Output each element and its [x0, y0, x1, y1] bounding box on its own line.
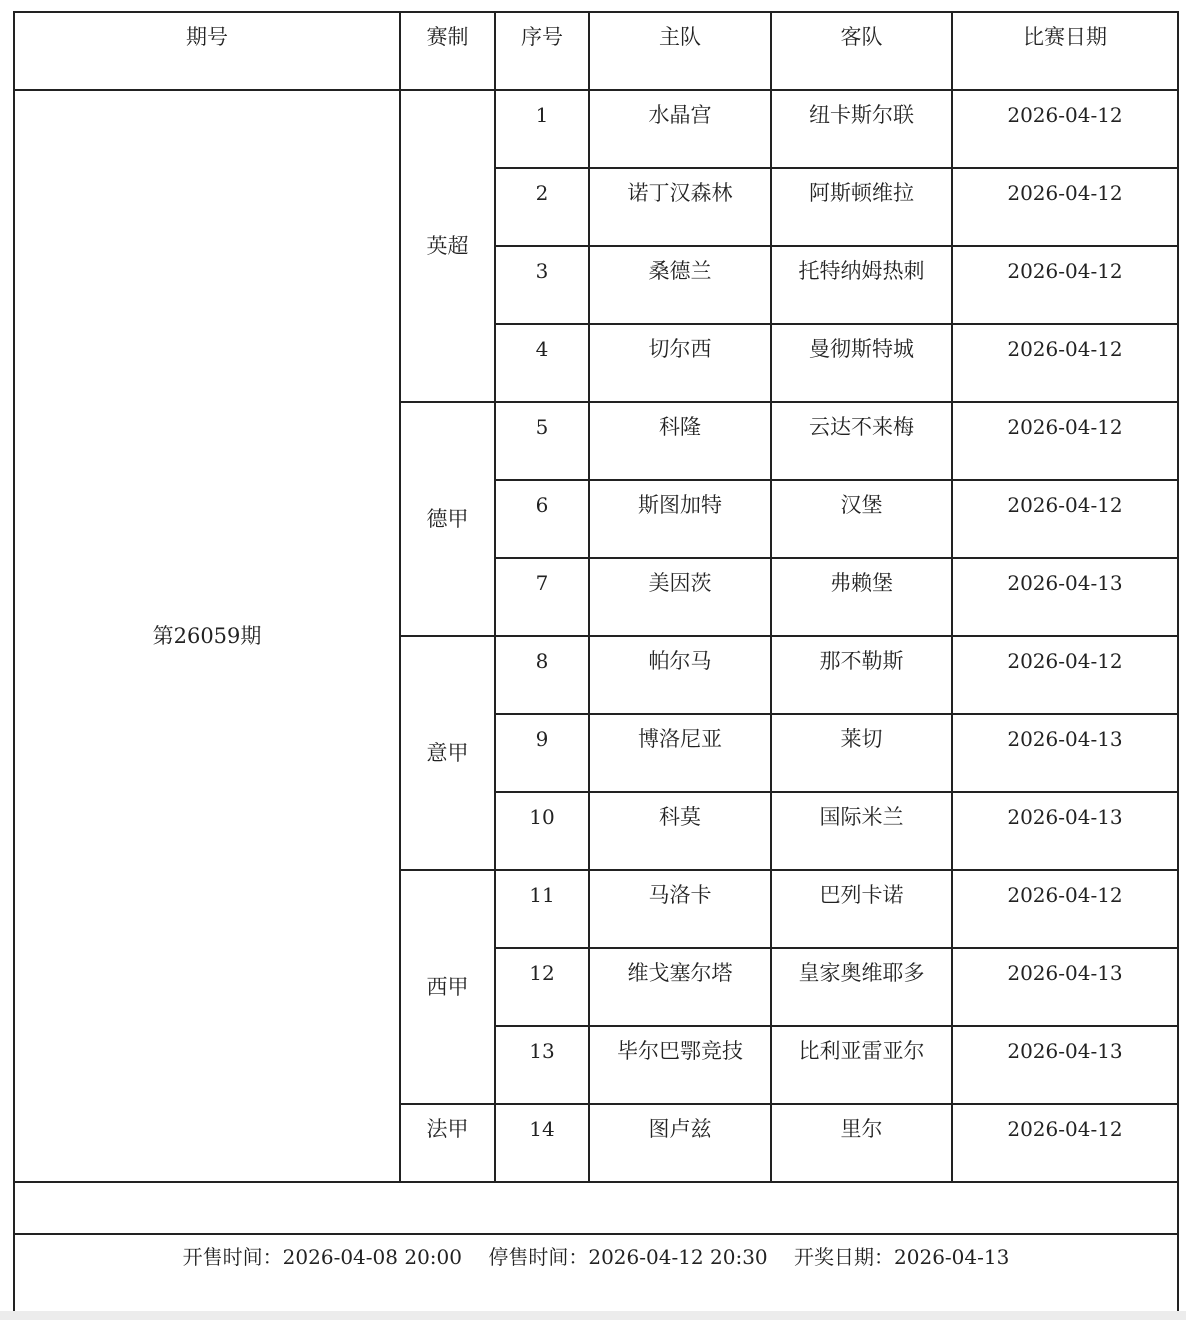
header-date: 比赛日期	[952, 12, 1178, 90]
table-row	[14, 90, 1178, 168]
seq-cell: 1	[495, 90, 589, 168]
match-date-cell: 2026-04-12	[952, 324, 1178, 402]
sale-stop-time: 停售时间：2026-04-12 20:30	[488, 1245, 768, 1269]
away-team-cell: 汉堡	[771, 480, 952, 558]
league-cell: 德甲	[400, 402, 495, 636]
spacer-row	[14, 1182, 1178, 1234]
home-team-cell: 斯图加特	[589, 480, 771, 558]
away-team-cell: 纽卡斯尔联	[771, 90, 952, 168]
footer-row	[14, 1234, 1178, 1312]
seq-cell: 13	[495, 1026, 589, 1104]
seq-cell: 2	[495, 168, 589, 246]
seq-cell: 14	[495, 1104, 589, 1182]
match-date-cell: 2026-04-12	[952, 168, 1178, 246]
seq-cell: 6	[495, 480, 589, 558]
bottom-strip	[0, 1311, 1186, 1320]
period-cell: 第26059期	[14, 90, 400, 1182]
seq-cell: 4	[495, 324, 589, 402]
match-date-cell: 2026-04-12	[952, 90, 1178, 168]
match-date-cell: 2026-04-12	[952, 402, 1178, 480]
league-cell: 英超	[400, 90, 495, 402]
home-team-cell: 毕尔巴鄂竞技	[589, 1026, 771, 1104]
header-league: 赛制	[400, 12, 495, 90]
seq-cell: 8	[495, 636, 589, 714]
header-home: 主队	[589, 12, 771, 90]
home-team-cell: 科隆	[589, 402, 771, 480]
draw-date: 开奖日期：2026-04-13	[794, 1245, 1010, 1269]
match-date-cell: 2026-04-12	[952, 246, 1178, 324]
match-date-cell: 2026-04-13	[952, 948, 1178, 1026]
match-date-cell: 2026-04-13	[952, 1026, 1178, 1104]
seq-cell: 7	[495, 558, 589, 636]
away-team-cell: 巴列卡诺	[771, 870, 952, 948]
away-team-cell: 比利亚雷亚尔	[771, 1026, 952, 1104]
home-team-cell: 维戈塞尔塔	[589, 948, 771, 1026]
home-team-cell: 图卢兹	[589, 1104, 771, 1182]
home-team-cell: 美因茨	[589, 558, 771, 636]
away-team-cell: 那不勒斯	[771, 636, 952, 714]
league-cell: 法甲	[400, 1104, 495, 1182]
away-team-cell: 弗赖堡	[771, 558, 952, 636]
match-schedule-table	[13, 11, 1179, 1313]
home-team-cell: 水晶宫	[589, 90, 771, 168]
home-team-cell: 诺丁汉森林	[589, 168, 771, 246]
header-period: 期号	[14, 12, 400, 90]
seq-cell: 5	[495, 402, 589, 480]
seq-cell: 11	[495, 870, 589, 948]
home-team-cell: 博洛尼亚	[589, 714, 771, 792]
header-seq: 序号	[495, 12, 589, 90]
away-team-cell: 曼彻斯特城	[771, 324, 952, 402]
match-date-cell: 2026-04-12	[952, 1104, 1178, 1182]
seq-cell: 9	[495, 714, 589, 792]
home-team-cell: 马洛卡	[589, 870, 771, 948]
match-date-cell: 2026-04-12	[952, 480, 1178, 558]
away-team-cell: 莱切	[771, 714, 952, 792]
league-cell: 西甲	[400, 870, 495, 1104]
away-team-cell: 国际米兰	[771, 792, 952, 870]
sale-start-time: 开售时间：2026-04-08 20:00	[182, 1245, 462, 1269]
match-date-cell: 2026-04-13	[952, 792, 1178, 870]
seq-cell: 12	[495, 948, 589, 1026]
match-date-cell: 2026-04-13	[952, 558, 1178, 636]
away-team-cell: 里尔	[771, 1104, 952, 1182]
header-row	[14, 12, 1178, 90]
away-team-cell: 云达不来梅	[771, 402, 952, 480]
match-date-cell: 2026-04-13	[952, 714, 1178, 792]
away-team-cell: 皇家奥维耶多	[771, 948, 952, 1026]
home-team-cell: 切尔西	[589, 324, 771, 402]
seq-cell: 3	[495, 246, 589, 324]
header-away: 客队	[771, 12, 952, 90]
sale-info-cell	[14, 1234, 1178, 1312]
away-team-cell: 阿斯顿维拉	[771, 168, 952, 246]
seq-cell: 10	[495, 792, 589, 870]
home-team-cell: 帕尔马	[589, 636, 771, 714]
home-team-cell: 桑德兰	[589, 246, 771, 324]
match-date-cell: 2026-04-12	[952, 870, 1178, 948]
league-cell: 意甲	[400, 636, 495, 870]
home-team-cell: 科莫	[589, 792, 771, 870]
away-team-cell: 托特纳姆热刺	[771, 246, 952, 324]
spacer-cell	[14, 1182, 1178, 1234]
match-date-cell: 2026-04-12	[952, 636, 1178, 714]
